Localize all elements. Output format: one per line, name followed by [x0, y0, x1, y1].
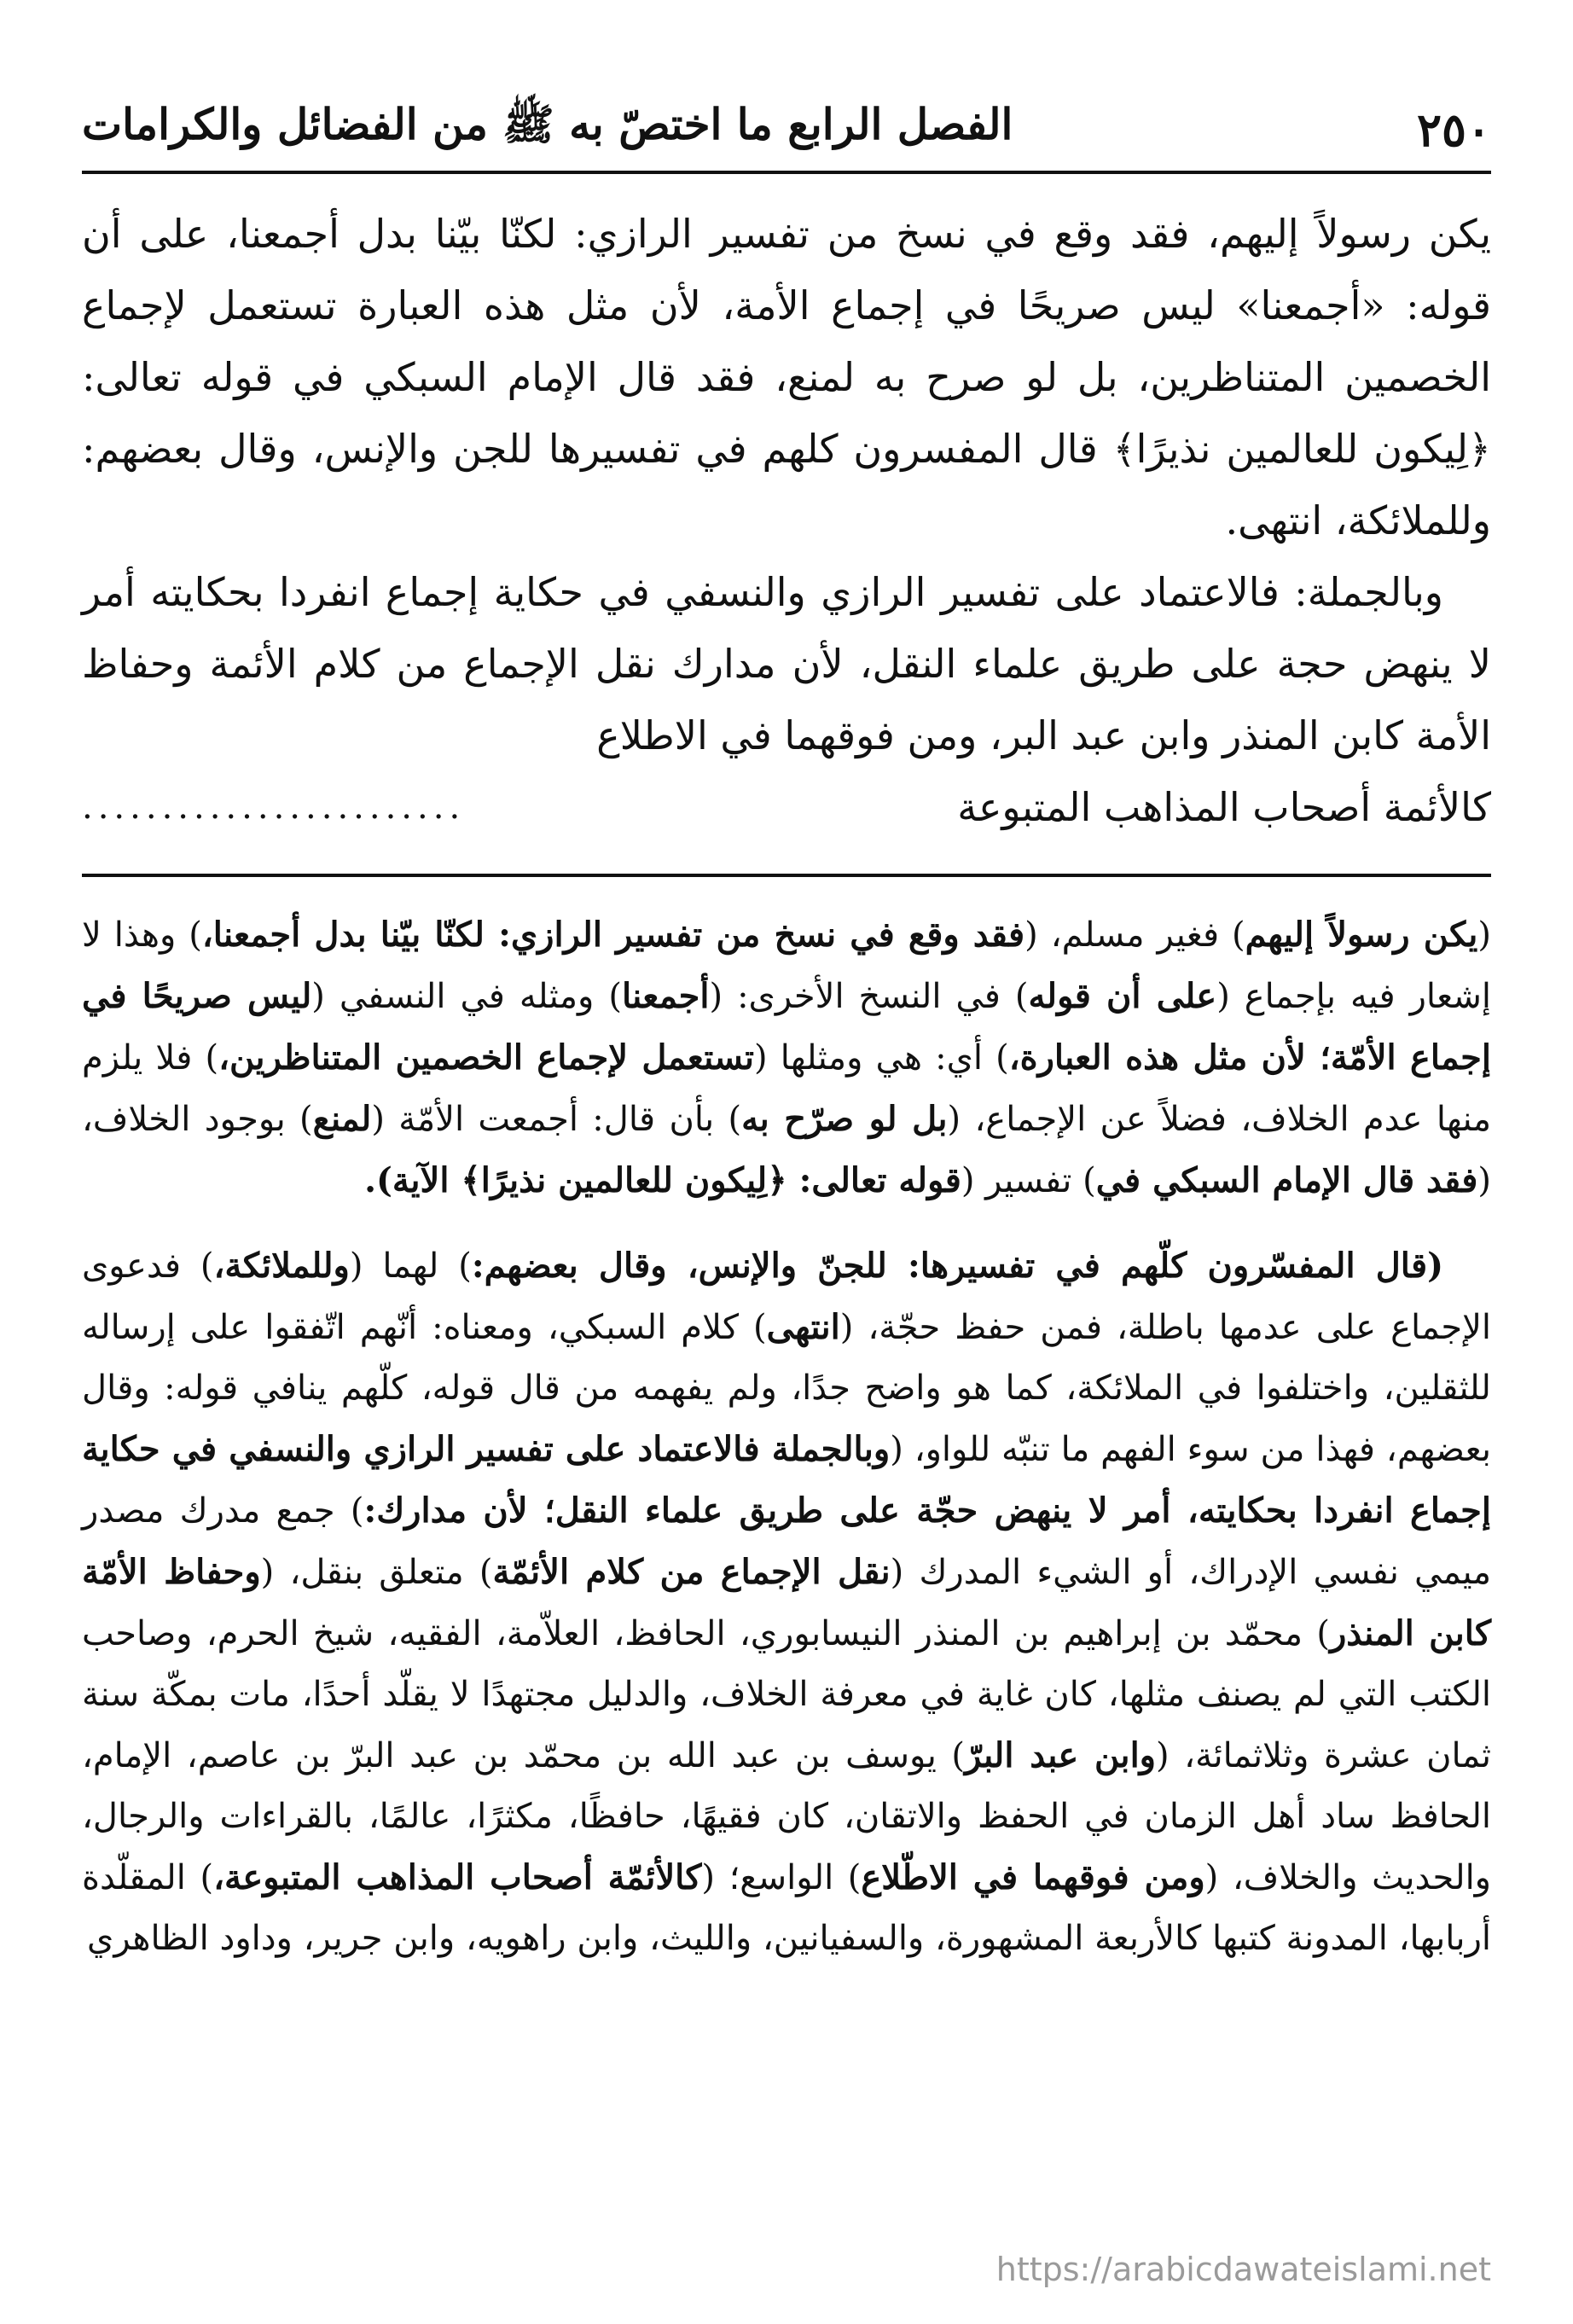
- continuation-dots: ........................: [82, 787, 466, 827]
- quoted-matn-run: ليس صريحًا في إجماع الأمّة؛ لأن مثل هذه العبارة،: [82, 976, 1492, 1078]
- quoted-matn-run: ﴿لِيكون للعالمين نذيرًا﴾ الآية).: [364, 1160, 799, 1200]
- quoted-matn-run: فقد قال الإمام السبكي في: [1095, 1160, 1478, 1200]
- page-header: [82, 96, 1491, 164]
- commentary-run: ) متعلق بنقل، (: [260, 1553, 493, 1592]
- page-number: ٢٥٠: [1416, 102, 1491, 157]
- commentary: [82, 904, 1491, 1969]
- commentary-run: ) كلام السبكي، ومعناه: أنّهم اتّفقوا على إرساله للثقلين، واختلفوا في الملائكة، كما هو واضح جدًا، ولم يفهمه من قال قوله، كلّهم ينافي قوله: وقال بعضهم، فهذا من سوء الفهم ما تنبّه للواو، (: [82, 1308, 1491, 1469]
- quoted-matn-run: نقل الإجماع من كلام الأئمّة: [492, 1552, 891, 1592]
- commentary-run: ) تفسير (: [961, 1161, 1096, 1200]
- quoted-matn-run: ومن فوقهما في الاطّلاع: [861, 1857, 1205, 1897]
- quoted-matn-run: لمنع: [312, 1099, 372, 1139]
- commentary-run: ) الواسع؛ (: [701, 1858, 862, 1897]
- header-rule: [82, 171, 1491, 174]
- quoted-matn-run: قوله تعالى:: [798, 1160, 961, 1200]
- commentary-run: ) وهذا لا إشعار فيه بإجماع (: [82, 915, 1492, 1016]
- quoted-matn-run: وبالجملة فالاعتماد على تفسير الرازي والنسفي في حكاية إجماع انفردا بحكايته، أمر لا ينهض حجّة على طريق علماء النقل؛ لأن مدارك:: [82, 1429, 1491, 1531]
- commentary-run: ) محمّد بن إبراهيم بن المنذر النيسابوري، الحافظ، العلاّمة، الفقيه، شيخ الحرم، وصاحب الكتب التي لم يصنف مثلها، كان غاية في معرفة الخلاف، والدليل مجتهدًا لا يقلّد أحدًا، مات بمكّة سنة ثمان عشرة وثلاثمائة، (: [82, 1614, 1491, 1775]
- commentary-run: ) ومثله في النسفي (: [311, 977, 622, 1016]
- commentary-run: ) بوجود الخلاف، (: [82, 1100, 1491, 1200]
- commentary-run: ) المقلّدة أربابها، المدونة كتبها كالأربعة المشهورة، والسفيانين، والليث، وابن راهويه، وابن جرير، وداود الظاهري: [82, 1858, 1491, 1958]
- main-paragraph-2-last-line: [82, 771, 1491, 843]
- main-paragraph-2: وبالجملة: فالاعتماد على تفسير الرازي والنسفي في حكاية إجماع انفردا بحكايته أمر لا ينهض حجة على طريق علماء النقل، لأن مدارك نقل الإجماع من كلام الأئمة وحفاظ الأمة كابن المنذر وابن عبد البر، ومن فوقهما في الاطلاع: [82, 569, 1491, 758]
- commentary-run: ) في النسخ الأخرى: (: [709, 977, 1029, 1016]
- quoted-matn-run: على أن قوله: [1028, 976, 1217, 1016]
- running-title: الفصل الرابع ما اختصّ به ﷺ من الفضائل والكرامات: [82, 99, 1013, 149]
- main-text: [82, 198, 1491, 843]
- quoted-matn-run: تستعمل لإجماع الخصمين المتناظرين،: [218, 1037, 754, 1078]
- commentary-run: ) فلا يلزم منها عدم الخلاف، فضلاً عن الإجماع، (: [82, 1038, 1491, 1139]
- commentary-paragraph-1-runs: [82, 915, 1491, 1200]
- commentary-run: ) جمع مدرك مصدر ميمي نفسي الإدراك، أو الشيء المدرك (: [82, 1491, 1492, 1592]
- main-paragraph-2-ending: كالأئمة أصحاب المذاهب المتبوعة: [957, 784, 1491, 830]
- commentary-paragraph-2: [82, 1235, 1491, 1969]
- commentary-run: ) يوسف بن عبد الله بن محمّد بن عبد البرّ بن عاصم، الإمام، الحافظ ساد أهل الزمان في الحفظ والاتقان، كان فقيهًا، حافظًا، مكثرًا، عالمًا، بالقراءات والرجال، والحديث والخلاف، (: [82, 1736, 1491, 1897]
- quoted-matn-run: أجمعنا: [621, 976, 710, 1016]
- quoted-matn-run: وابن عبد البرّ: [965, 1735, 1156, 1775]
- quoted-matn-run: فقد وقع في نسخ من تفسير الرازي: لكنّا بيّنا بدل أجمعنا،: [201, 915, 1025, 955]
- main-paragraph-1: يكن رسولاً إليهم، فقد وقع في نسخ من تفسير الرازي: لكنّا بيّنا بدل أجمعنا، على أن قوله: «أجمعنا» ليس صريحًا في إجماع الأمة، لأن مثل هذه العبارة تستعمل لإجماع الخصمين المتناظرين، بل لو صرح به لمنع، فقد قال الإمام السبكي في قوله تعالى: ﴿لِيكون للعالمين نذيرًا﴾ قال المفسرون كلهم في تفسيرها للجن والإنس، وقال بعضهم: وللملائكة، انتهى.: [82, 211, 1491, 543]
- quoted-matn-run: وللملائكة،: [213, 1246, 350, 1286]
- commentary-separator: [82, 874, 1491, 877]
- quoted-matn-run: (قال المفسّرون كلّهم في تفسيرها: للجنّ والإنس، وقال بعضهم:: [471, 1246, 1444, 1286]
- commentary-run: ) أي: هي ومثلها (: [754, 1038, 1009, 1078]
- watermark-url: https://arabicdawateislami.net: [995, 2251, 1491, 2288]
- quoted-matn-run: انتهى: [766, 1307, 840, 1347]
- commentary-run: ) بأن قال: أجمعت الأمّة (: [371, 1100, 742, 1139]
- quoted-matn-run: بل لو صرّح به: [741, 1099, 948, 1139]
- commentary-run: ) فغير مسلم، (: [1024, 915, 1245, 955]
- commentary-paragraph-1: (يكن رسولاً إليهم) فغير مسلم، (فقد وقع في نسخ من تفسير الرازي: لكنّا بيّنا بدل أجمعنا،) وهذا لا إشعار فيه بإجماع (على أن قوله) في النسخ الأخرى: (أجمعنا) ومثله في النسفي (ليس صريحًا في إجماع الأمّة؛ لأن مثل هذه العبارة،) أي: هي ومثلها (تستعمل لإجماع الخصمين المتناظرين،) فلا يلزم منها عدم الخلاف، فضلاً عن الإجماع، (بل لو صرّح به) بأن قال: أجمعت الأمّة (لمنع) بوجود الخلاف، (فقد قال الإمام السبكي في) تفسير (قوله تعالى: ﴿لِيكون للعالمين نذيرًا﴾ الآية).: [82, 915, 1492, 1200]
- quoted-matn-run: وحفاظ الأمّة كابن المنذر: [82, 1552, 1491, 1653]
- commentary-run: ) لهما (: [349, 1246, 472, 1286]
- commentary-run: ) فدعوى الإجماع على عدمها باطلة، فمن حفظ حجّة، (: [82, 1246, 1491, 1347]
- quoted-matn-run: يكن رسولاً إليهم: [1245, 915, 1478, 955]
- quoted-matn-run: كالأئمّة أصحاب المذاهب المتبوعة،: [213, 1857, 702, 1897]
